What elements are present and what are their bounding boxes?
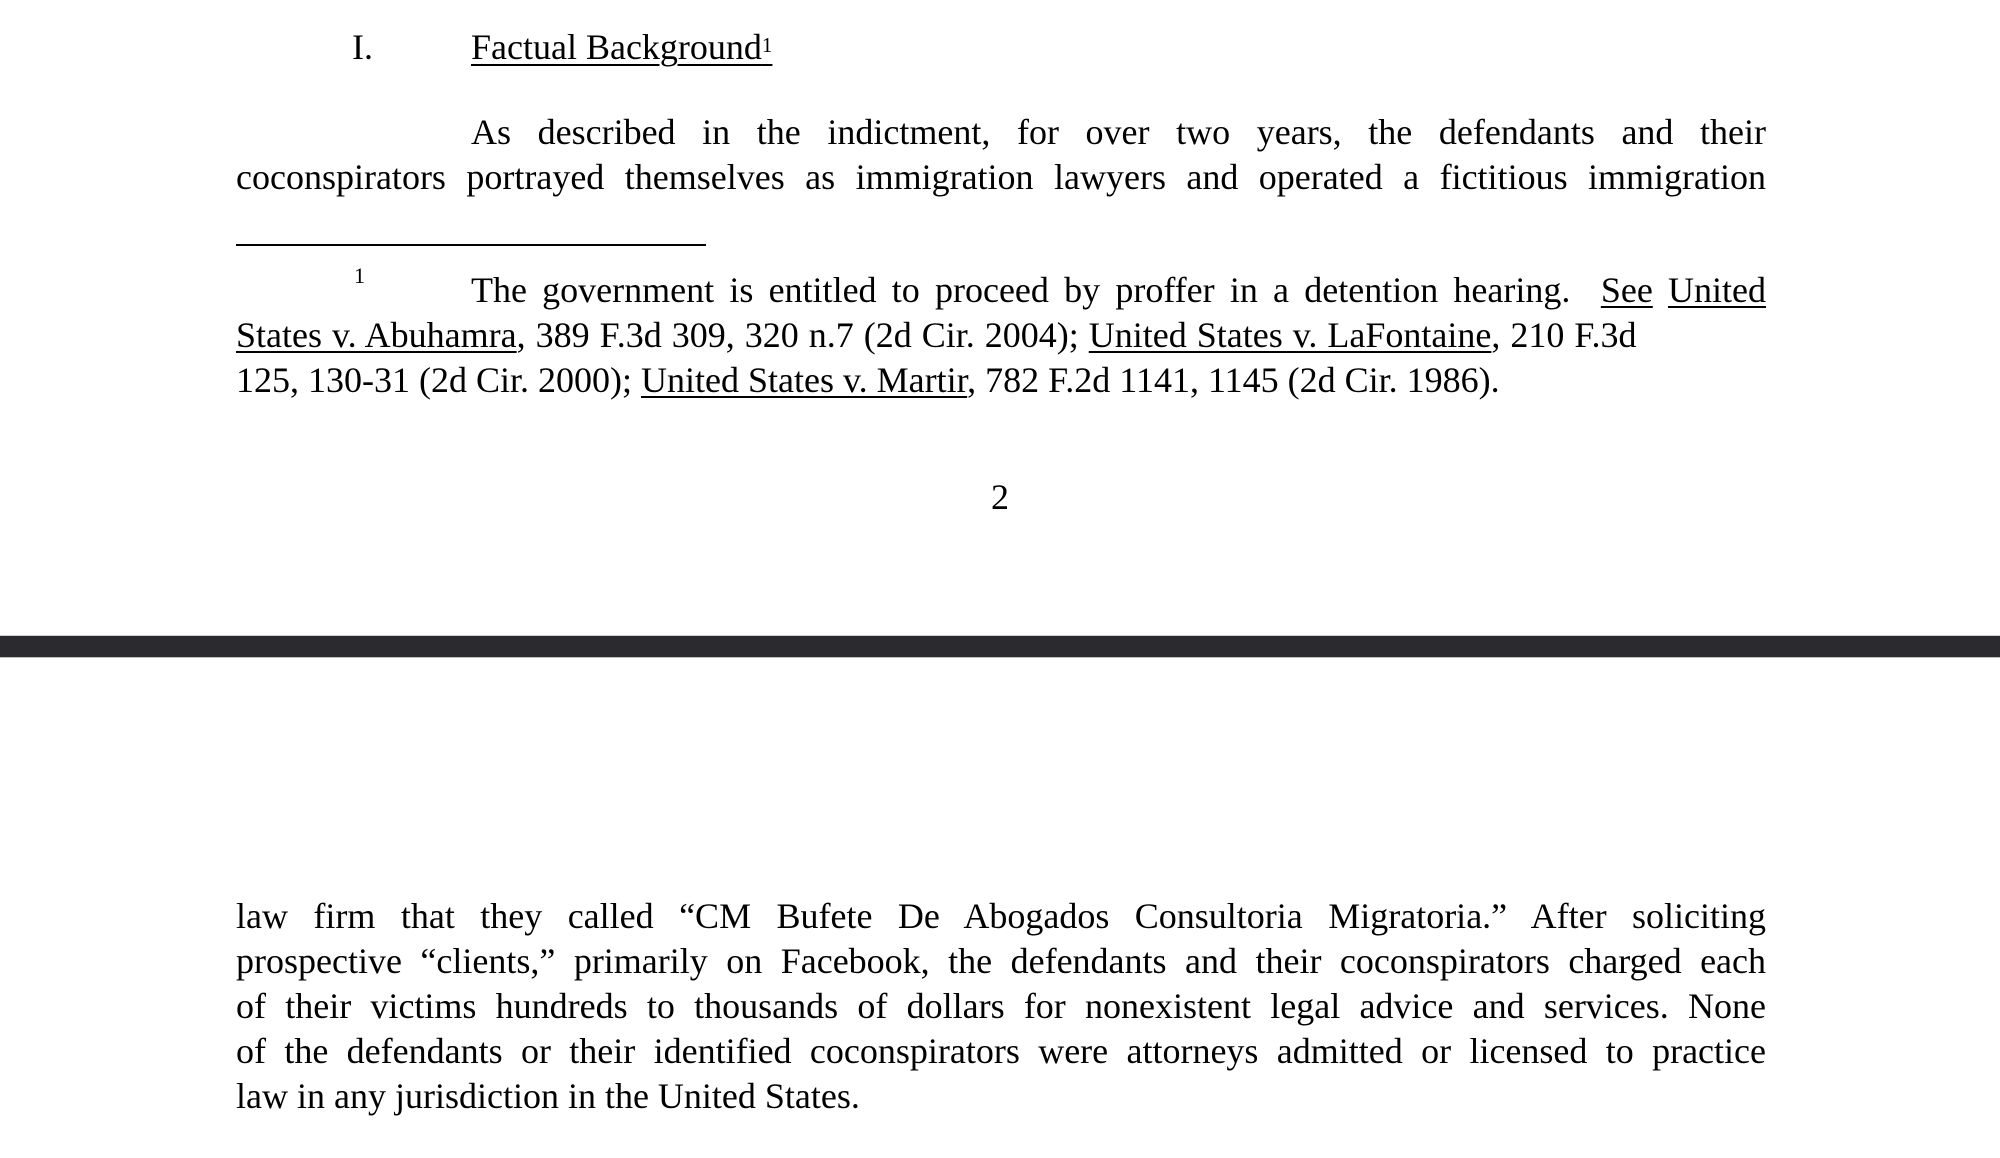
case-name-link[interactable]: United States v. Martir [640,360,968,400]
footnote-text: The government is entitled to proceed by proffer in a detention hearing. [471,270,1571,310]
section-heading [471,25,772,70]
paragraph-line: law firm that they called “CM Bufete De Abogados Consultoria Migratoria.” After soliciting [236,896,1766,936]
section-heading-text: Factual Background [471,27,762,67]
paragraph-line: coconspirators portrayed themselves as immigration lawyers and operated a fictitious immigration [236,157,1766,197]
case-name-link[interactable]: United States v. LaFontaine [1088,315,1492,355]
footnote-line [236,358,1766,403]
footnote-number: 1 [354,263,365,288]
citation-text: , 389 F.3d 309, 320 n.7 (2d Cir. 2004); [516,315,1089,355]
paragraph-line: As described in the indictment, for over two years, the defendants and their [471,112,1766,152]
case-name-link[interactable]: United [1668,270,1766,310]
section-number: I. [352,27,373,67]
footnote-line [236,313,1766,358]
citation-signal: See [1600,270,1653,310]
page-break-separator [0,635,2000,658]
citation-text: 125, 130-31 (2d Cir. 2000); [236,360,641,400]
footnote-reference[interactable]: 1 [761,33,773,57]
paragraph-line: prospective “clients,” primarily on Facebook, the defendants and their coconspirators charged each [236,941,1766,981]
footnote-line [236,268,1766,313]
citation-text: , 782 F.2d 1141, 1145 (2d Cir. 1986). [967,360,1500,400]
paragraph-line: of the defendants or their identified coconspirators were attorneys admitted or licensed to practice [236,1031,1766,1071]
footnote-separator [236,244,706,246]
paragraph-line: of their victims hundreds to thousands of dollars for nonexistent legal advice and services. None [236,986,1766,1026]
paragraph-line: law in any jurisdiction in the United States. [236,1076,860,1116]
case-name-link[interactable]: States v. Abuhamra [236,315,517,355]
citation-text: , 210 F.3d [1491,315,1637,355]
page-number: 2 [991,477,1009,517]
document-page-3 [0,658,2000,1158]
